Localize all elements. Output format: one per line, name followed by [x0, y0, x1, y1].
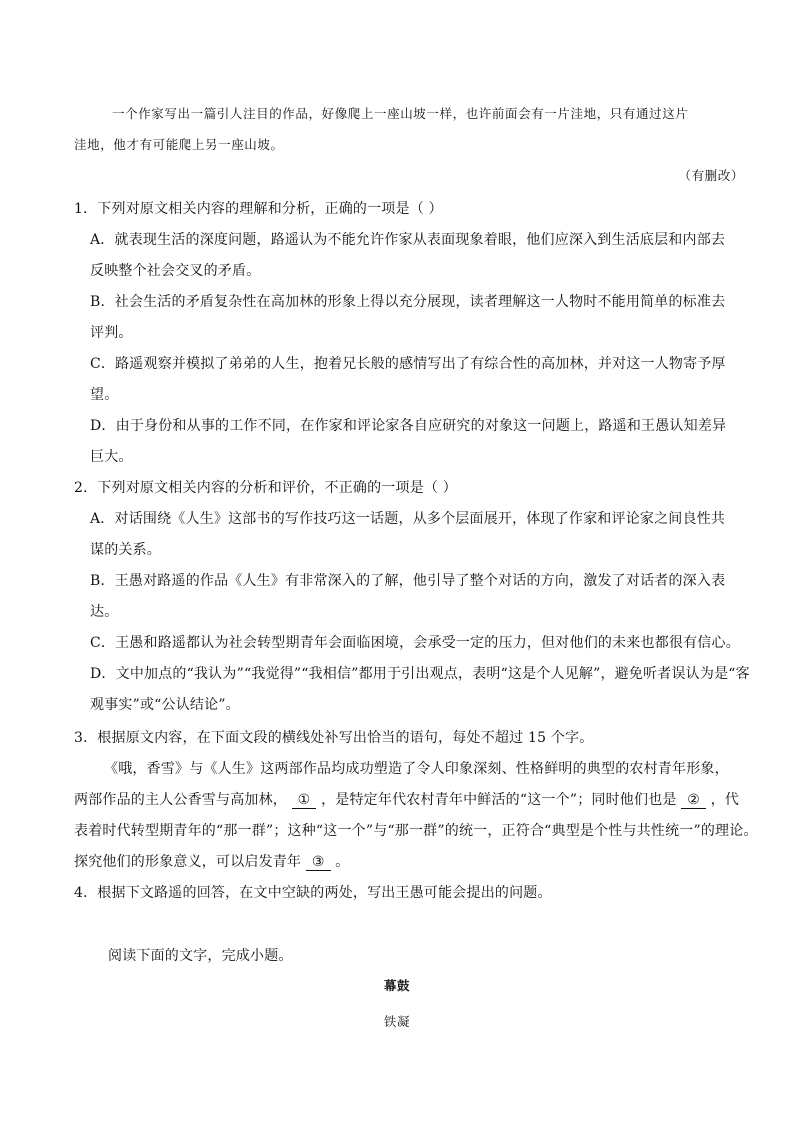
q1-option-d-line1: D．由于身份和从事的工作不同，在作家和评论家各自应研究的对象这一问题上，路遥和王愚认知差异: [90, 418, 727, 434]
blank-2[interactable]: ②: [681, 793, 706, 809]
q2-option-b-line1: B．王愚对路遥的作品《人生》有非常深入的了解，他引导了整个对话的方向，激发了对话者的深入表: [90, 573, 726, 589]
q2-option-a-line2: 谋的关系。: [90, 542, 161, 558]
q2-option-d-line1: D．文中加点的“我认为”“我觉得”“我相信”都用于引出观点，表明“这是个人见解”，避免听者误认为是“客: [90, 666, 750, 682]
q3-paragraph-line3: 表着时代转型期青年的“那一群”；这种“这一个”与“那一群”的统一，正符合“典型是个性与共性统一”的理论。: [74, 823, 758, 839]
q1-stem: 1．下列对原文相关内容的理解和分析，正确的一项是（ ）: [74, 201, 443, 217]
q4-stem: 4．根据下文路遥的回答，在文中空缺的两处，写出王愚可能会提出的问题。: [74, 885, 552, 901]
q1-option-b-line2: 评判。: [90, 325, 133, 341]
q3-paragraph-line1: 《哦，香雪》与《人生》这两部作品均成功塑造了令人印象深刻、性格鲜明的典型的农村青年形象，: [104, 761, 729, 777]
q1-option-c-line1: C．路遥观察并模拟了弟弟的人生，抱着兄长般的感情写出了有综合性的高加林，并对这一人物寄予厚: [90, 356, 726, 372]
q3-text-segment: 。: [335, 854, 350, 870]
q1-option-c-line2: 望。: [90, 387, 119, 403]
reading-title: 幕鼓: [383, 978, 411, 993]
q2-option-b-line2: 达。: [90, 604, 119, 620]
q2-option-d-line2: 观事实”或“公认结论”。: [90, 697, 240, 713]
blank-1[interactable]: ①: [292, 793, 317, 809]
q3-text-segment: ，代: [710, 792, 740, 808]
q3-paragraph-line2: [74, 789, 739, 809]
intro-line-2: 洼地，他才有可能爬上另一座山坡。: [74, 137, 284, 152]
reading-author: 铁凝: [383, 1014, 411, 1029]
q1-option-a-line2: 反映整个社会交叉的矛盾。: [90, 263, 261, 279]
q2-stem: 2．下列对原文相关内容的分析和评价，不正确的一项是（ ）: [74, 480, 457, 496]
q3-text-segment: 探究他们的形象意义，可以启发青年: [74, 854, 302, 870]
q3-paragraph-line4: [74, 851, 349, 871]
q3-text-segment: 两部作品的主人公香雪与高加林，: [74, 792, 287, 808]
blank-3[interactable]: ③: [306, 855, 331, 871]
q1-option-b-line1: B．社会生活的矛盾复杂性在高加林的形象上得以充分展现，读者理解这一人物时不能用简单的标准去: [90, 294, 726, 310]
q2-option-c-line1: C．王愚和路遥都认为社会转型期青年会面临困境，会承受一定的压力，但对他们的未来也都很有信心。: [90, 635, 740, 651]
reading-instruction: 阅读下面的文字，完成小题。: [108, 948, 293, 964]
q3-text-segment: ，是特定年代农村青年中鲜活的“这一个”；同时他们也是: [321, 792, 677, 808]
q3-stem: 3．根据原文内容，在下面文段的横线处补写出恰当的语句，每处不超过 15 个字。: [74, 730, 594, 746]
q1-option-a-line1: A．就表现生活的深度问题，路遥认为不能允许作家从表面现象着眼，他们应深入到生活底层和内部去: [90, 232, 726, 248]
q1-option-d-line2: 巨大。: [90, 449, 133, 465]
intro-line-1: 一个作家写出一篇引人注目的作品，好像爬上一座山坡一样，也许前面会有一片洼地，只有通过这片: [112, 106, 689, 121]
intro-note: （有删改）: [678, 168, 744, 183]
q2-option-a-line1: A．对话围绕《人生》这部书的写作技巧这一话题，从多个层面展开，体现了作家和评论家之间良性共: [90, 511, 726, 527]
